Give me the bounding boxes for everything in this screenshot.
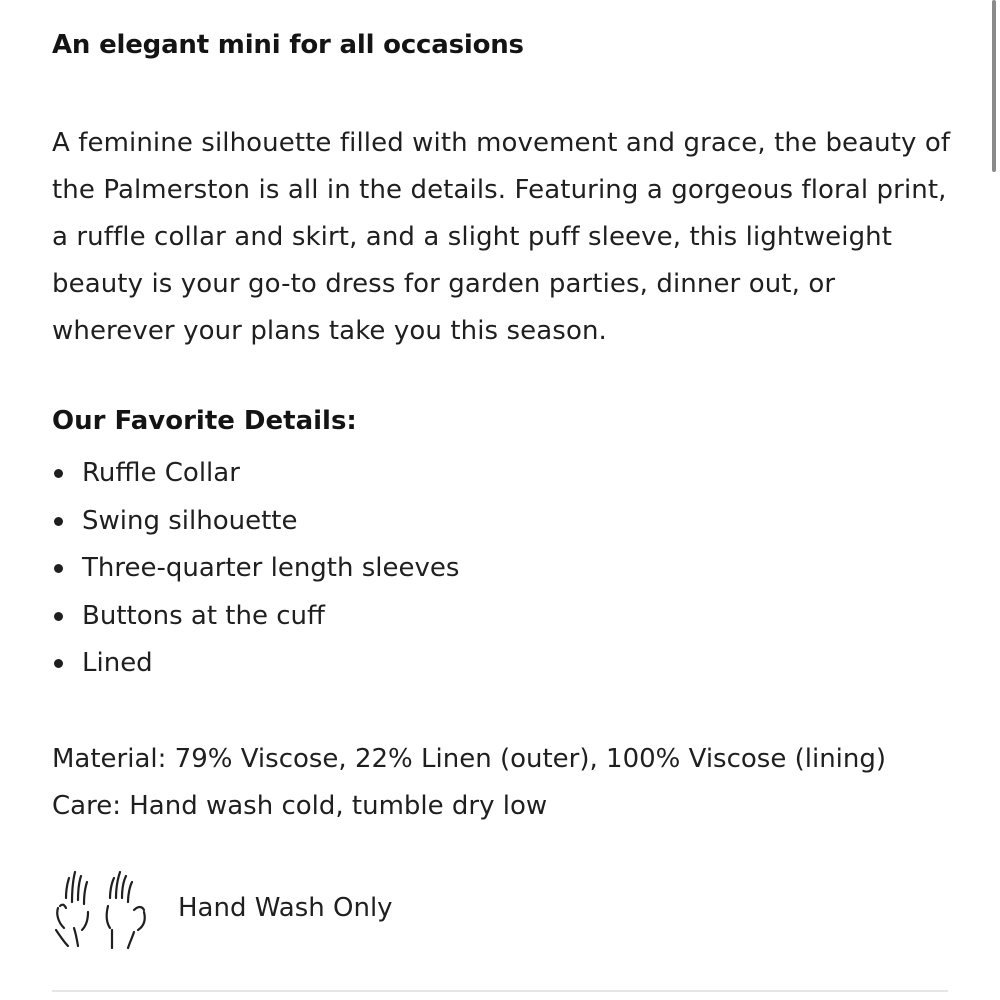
bullet-icon xyxy=(54,469,63,478)
details-list xyxy=(52,450,459,688)
list-item xyxy=(52,545,459,593)
list-item xyxy=(52,498,459,546)
material-text: Material: 79% Viscose, 22% Linen (outer), 100% Viscose (lining) xyxy=(52,744,887,774)
bullet-icon xyxy=(54,612,63,621)
list-item xyxy=(52,640,459,688)
care-instruction xyxy=(52,868,652,952)
section-divider xyxy=(52,990,948,992)
list-item-label: Buttons at the cuff xyxy=(82,600,325,631)
care-label: Hand Wash Only xyxy=(178,893,393,923)
care-text: Care: Hand wash cold, tumble dry low xyxy=(52,791,548,821)
list-item-label: Lined xyxy=(82,648,153,678)
bullet-icon xyxy=(54,564,63,573)
product-specs xyxy=(52,736,886,830)
list-item-label: Swing silhouette xyxy=(82,505,298,536)
hand-wash-icon xyxy=(52,868,150,952)
bullet-icon xyxy=(54,659,63,668)
bullet-icon xyxy=(54,517,63,526)
list-item-label: Three-quarter length sleeves xyxy=(82,553,460,583)
product-heading: An elegant mini for all occasions xyxy=(52,30,524,60)
product-description: A feminine silhouette filled with movement and grace, the beauty of the Palmerston is all in the details. Featuring a gorgeous floral print, a ruffle collar and skirt, and a slight puff sleeve, this lightweight beauty is your go-to dress for garden parties, dinner out, or wherever your plans take you this season. xyxy=(52,128,951,346)
list-item-label: Ruffle Collar xyxy=(82,458,240,488)
scrollbar[interactable] xyxy=(990,0,1000,175)
list-item xyxy=(52,450,459,498)
details-title: Our Favorite Details: xyxy=(52,406,357,436)
list-item xyxy=(52,593,459,641)
scrollbar-thumb[interactable] xyxy=(992,0,996,172)
